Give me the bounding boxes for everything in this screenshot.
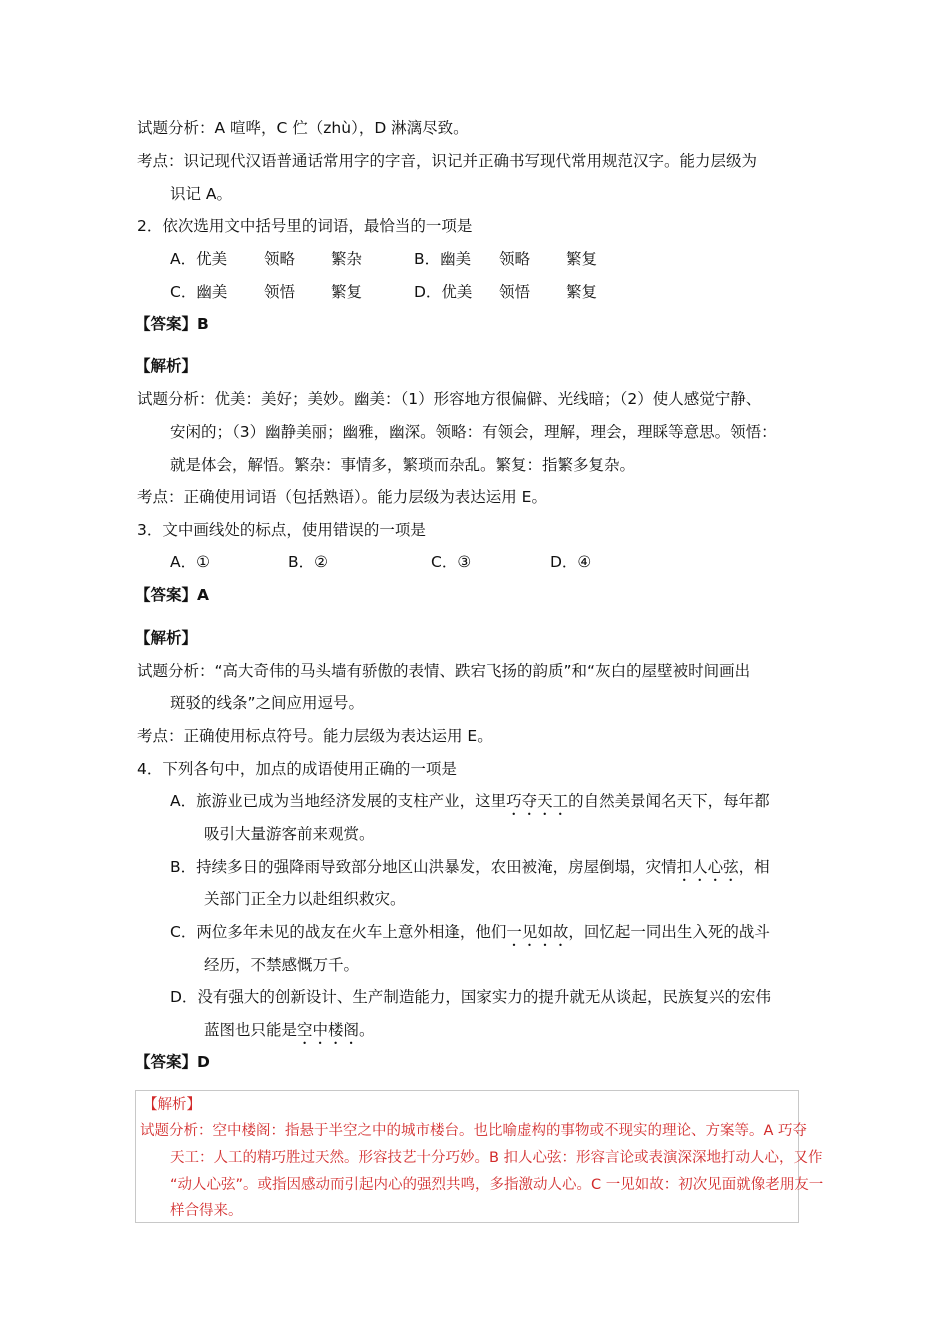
- q4-option-c-cont: 经历，不禁感慨万千。: [204, 956, 360, 974]
- key-point-line: 考点：识记现代汉语普通话常用字的字音，识记并正确书写现代常用规范汉字。能力层级为: [137, 152, 758, 170]
- q2-analysis-line: 安闲的；（3）幽静美丽；幽雅，幽深。领略：有领会，理解，理会，理睬等意思。领悟：: [170, 423, 777, 441]
- q4-option-a: A．旅游业已成为当地经济发展的支柱产业，这里巧夺天工的自然美景闻名天下，每年都: [170, 792, 770, 810]
- question-4: 4．下列各句中，加点的成语使用正确的一项是: [137, 760, 457, 778]
- question-3: 3．文中画线处的标点，使用错误的一项是: [137, 521, 426, 539]
- q4-option-b-cont: 关部门正全力以赴组织救灾。: [204, 890, 406, 908]
- q3-analysis-heading: 【解析】: [135, 629, 198, 647]
- analysis-box-line: 试题分析：空中楼阁：指悬于半空之中的城市楼台。也比喻虚构的事物或不现实的理论、方案等。A 巧夺: [140, 1123, 808, 1139]
- analysis-box-heading: 【解析】: [143, 1097, 201, 1113]
- dotted-idiom: 一见如故: [506, 923, 569, 941]
- q3-analysis-line: 试题分析：“高大奇伟的马头墙有骄傲的表情、跌宕飞扬的韵质”和“灰白的屋壁被时间画出: [137, 662, 751, 680]
- q4-option-c: C．两位多年未见的战友在火车上意外相逢，他们一见如故，回忆起一同出生入死的战斗: [170, 923, 770, 941]
- dotted-idiom: 空中楼阁: [297, 1021, 360, 1039]
- q4-option-d: D．没有强大的创新设计、生产制造能力，国家实力的提升就无从谈起，民族复兴的宏伟: [170, 988, 771, 1006]
- key-point-line-cont: 识记 A。: [170, 185, 233, 203]
- q3-option-a: A．①: [170, 553, 210, 571]
- q2-analysis-line: 就是体会，解悟。繁杂：事情多，繁琐而杂乱。繁复：指繁多复杂。: [170, 456, 636, 474]
- q3-key-point: 考点：正确使用标点符号。能力层级为表达运用 E。: [137, 727, 493, 745]
- analysis-line: 试题分析：A 喧哗，C 伫（zhù），D 淋漓尽致。: [137, 119, 469, 137]
- q4-option-a-cont: 吸引大量游客前来观赏。: [204, 825, 375, 843]
- q4-answer: 【答案】D: [135, 1053, 210, 1071]
- q4-option-b: B．持续多日的强降雨导致部分地区山洪暴发，农田被淹，房屋倒塌，灾情扣人心弦，相: [170, 858, 770, 876]
- q3-option-d: D．④: [550, 553, 592, 571]
- q2-key-point: 考点：正确使用词语（包括熟语）。能力层级为表达运用 E。: [137, 488, 547, 506]
- q2-analysis-heading: 【解析】: [135, 357, 198, 375]
- q3-option-b: B．②: [288, 553, 329, 571]
- question-2: 2．依次选用文中括号里的词语，最恰当的一项是: [137, 217, 473, 235]
- analysis-box-line: 样合得来。: [170, 1203, 243, 1219]
- q3-option-c: C．③: [431, 553, 472, 571]
- q2-analysis-line: 试题分析：优美：美好；美妙。幽美：（1）形容地方很偏僻、光线暗；（2）使人感觉宁静、: [137, 390, 762, 408]
- q2-answer: 【答案】B: [135, 315, 209, 333]
- q4-option-d-cont: 蓝图也只能是空中楼阁。: [204, 1021, 375, 1039]
- analysis-box-line: 天工：人工的精巧胜过天然。形容技艺十分巧妙。B 扣人心弦：形容言论或表演深深地打动人心，又作: [170, 1150, 823, 1166]
- q3-answer: 【答案】A: [135, 586, 209, 604]
- analysis-box-line: “动人心弦”。或指因感动而引起内心的强烈共鸣，多指激动人心。C 一见如故：初次见面就像老朋友一: [170, 1177, 824, 1193]
- dotted-idiom: 扣人心弦: [676, 858, 739, 876]
- q3-analysis-line: 斑驳的线条”之间应用逗号。: [170, 694, 365, 712]
- dotted-idiom: 巧夺天工: [506, 792, 569, 810]
